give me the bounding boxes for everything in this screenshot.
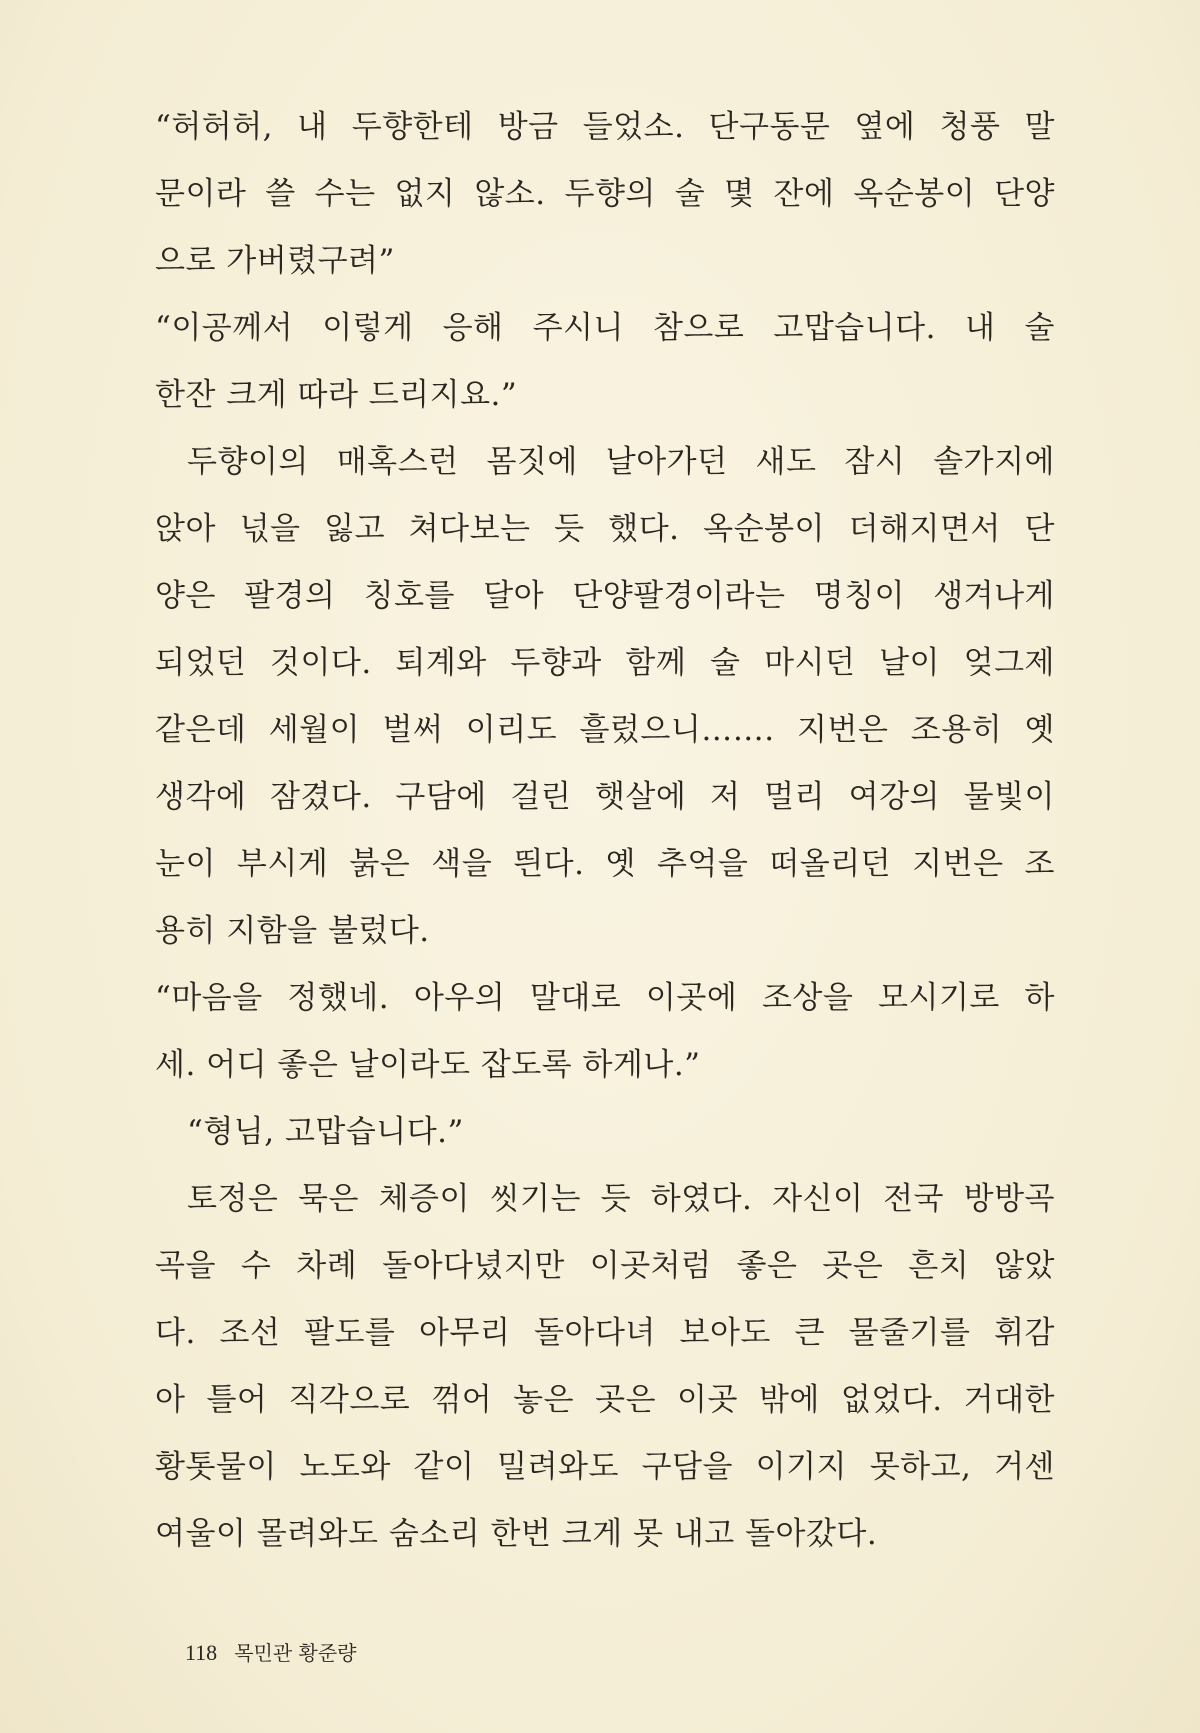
text-line: 곡을 수 차례 돌아다녔지만 이곳처럼 좋은 곳은 흔치 않았 [155, 1248, 1055, 1284]
text-line: 아 틀어 직각으로 꺾어 놓은 곳은 이곳 밖에 없었다. 거대한 [155, 1382, 1055, 1418]
text-line: “허허허, 내 두향한테 방금 들었소. 단구동문 옆에 청풍 말 [155, 109, 1055, 145]
text-line: 토정은 묵은 체증이 씻기는 듯 하였다. 자신이 전국 방방곡 [187, 1181, 1055, 1217]
book-title: 목민관 황준량 [234, 1641, 357, 1665]
text-line: 같은데 세월이 벌써 이리도 흘렀으니……. 지번은 조용히 옛 [155, 712, 1055, 748]
text-line: 다. 조선 팔도를 아무리 돌아다녀 보아도 큰 물줄기를 휘감 [155, 1315, 1055, 1351]
text-line: “이공께서 이렇게 응해 주시니 참으로 고맙습니다. 내 술 [155, 310, 1055, 346]
text-line: 두향이의 매혹스런 몸짓에 날아가던 새도 잠시 솔가지에 [187, 444, 1055, 480]
text-line: 되었던 것이다. 퇴계와 두향과 함께 술 마시던 날이 엊그제 [155, 645, 1055, 681]
text-line: 문이라 쓸 수는 없지 않소. 두향의 술 몇 잔에 옥순봉이 단양 [155, 176, 1055, 212]
page-footer [185, 1638, 356, 1669]
text-line: 생각에 잠겼다. 구담에 걸린 햇살에 저 멀리 여강의 물빛이 [155, 779, 1055, 815]
text-line: 양은 팔경의 칭호를 달아 단양팔경이라는 명칭이 생겨나게 [155, 578, 1055, 614]
body-text [155, 94, 1055, 1568]
text-line: 으로 가버렸구려” [155, 243, 395, 279]
text-line: 여울이 몰려와도 숨소리 한번 크게 못 내고 돌아갔다. [155, 1516, 878, 1552]
text-line: 용히 지함을 불렀다. [155, 913, 430, 949]
text-line: “형님, 고맙습니다.” [187, 1114, 464, 1150]
text-line: “마음을 정했네. 아우의 말대로 이곳에 조상을 모시기로 하 [155, 980, 1055, 1016]
text-line: 한잔 크게 따라 드리지요.” [155, 377, 518, 413]
text-line: 눈이 부시게 붉은 색을 띈다. 옛 추억을 떠올리던 지번은 조 [155, 846, 1055, 882]
page-number: 118 [185, 1640, 218, 1665]
text-line: 세. 어디 좋은 날이라도 잡도록 하게나.” [155, 1047, 701, 1083]
text-line: 황톳물이 노도와 같이 밀려와도 구담을 이기지 못하고, 거센 [155, 1449, 1055, 1485]
text-line: 앉아 넋을 잃고 쳐다보는 듯 했다. 옥순봉이 더해지면서 단 [155, 511, 1055, 547]
